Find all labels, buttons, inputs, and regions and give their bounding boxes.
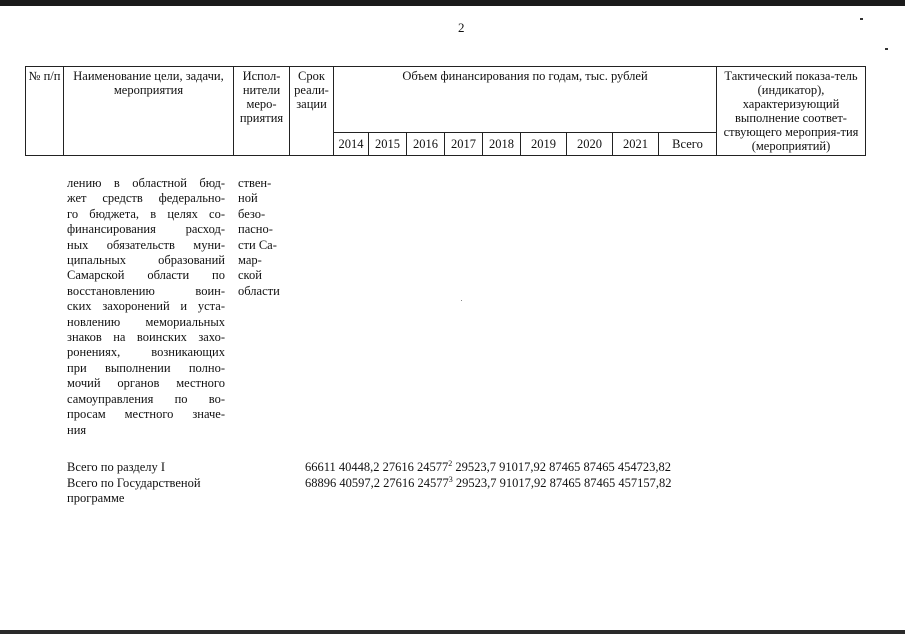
year-2015: 2015 <box>369 133 407 156</box>
header-num: № п/п <box>26 67 64 156</box>
description-line: ципальных образований <box>67 253 225 268</box>
footnote-mark: 2 <box>448 458 453 468</box>
total-program-values <box>305 476 672 491</box>
executor-line: ствен- <box>238 176 272 190</box>
description-line: мочий органов местного <box>67 376 225 391</box>
description-line: восстановлению воин- <box>67 283 225 298</box>
executor-line: безо- <box>238 206 266 221</box>
description-line: лению в областной бюд- <box>67 176 225 190</box>
scan-speck <box>461 300 462 301</box>
description-line: ронениях, возникающих <box>67 345 225 360</box>
scan-speck <box>860 18 863 20</box>
total-section-values <box>305 460 671 475</box>
header-executor: Испол-нители меро-приятия <box>234 67 290 156</box>
executor-line: области <box>238 283 280 298</box>
executor-line: ной <box>238 191 258 206</box>
total-program-values-a: 68896 40597,2 27616 24577 <box>305 476 449 490</box>
description-line: го бюджета, в целях со- <box>67 206 225 221</box>
executor-line: сти Са- <box>238 237 277 252</box>
description-line: при выполнении полно- <box>67 360 225 375</box>
total-section-label: Всего по разделу I <box>67 460 166 474</box>
footnote-mark: 3 <box>448 474 453 484</box>
description-line: ных обязательств муни- <box>67 237 225 252</box>
scan-edge-top <box>0 0 905 6</box>
executor-line: пасно- <box>238 222 273 237</box>
total-program-values-b: 29523,7 91017,92 87465 87465 457157,82 <box>452 476 672 490</box>
scan-speck <box>885 48 888 50</box>
total-section-values-b: 29523,7 91017,92 87465 87465 454723,82 <box>452 460 672 474</box>
description-line: знаков на воинских захо- <box>67 330 225 345</box>
year-2018: 2018 <box>483 133 521 156</box>
description-line: ских захоронений и уста- <box>67 299 225 314</box>
scan-edge-bottom <box>0 630 905 634</box>
funding-table-header <box>25 66 866 156</box>
description-line: самоуправления по во- <box>67 391 225 406</box>
year-2020: 2020 <box>567 133 613 156</box>
total-program-label: Всего по Государственой программе <box>67 476 201 505</box>
year-2017: 2017 <box>445 133 483 156</box>
header-funding: Объем финансирования по годам, тыс. рублей <box>334 67 717 133</box>
year-2014: 2014 <box>334 133 369 156</box>
total-section-values-a: 66611 40448,2 27616 24577 <box>305 460 449 474</box>
page-number: 2 <box>458 20 465 35</box>
executor-line: мар- <box>238 253 262 268</box>
description-line: Самарской области по <box>67 268 225 283</box>
row-executor <box>238 176 288 299</box>
year-2016: 2016 <box>407 133 445 156</box>
description-line: новлению мемориальных <box>67 314 225 329</box>
year-2021: 2021 <box>613 133 659 156</box>
year-total: Всего <box>659 133 717 156</box>
description-line: жет средств федерально- <box>67 191 225 206</box>
header-indicator: Тактический показа-тель (индикатор), характеризующий выполнение соответ-ствующего мероприя-тия (мероприятий) <box>717 67 866 156</box>
description-line: ния <box>67 422 87 437</box>
row-description <box>67 176 225 438</box>
header-name: Наименование цели, задачи, мероприятия <box>64 67 234 156</box>
executor-line: ской <box>238 268 262 283</box>
year-2019: 2019 <box>521 133 567 156</box>
description-line: просам местного значе- <box>67 407 225 422</box>
header-term: Срок реали-зации <box>290 67 334 156</box>
description-line: финансирования расход- <box>67 222 225 237</box>
